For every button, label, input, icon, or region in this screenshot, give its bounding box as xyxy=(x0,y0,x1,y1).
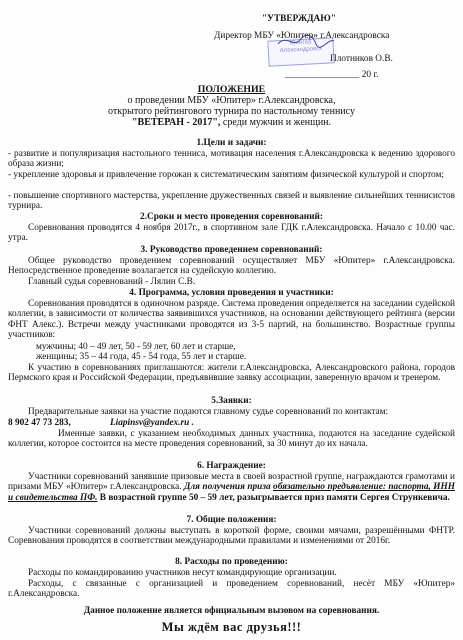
section-5-text: Предварительные заявки на участие подаются главному судье соревнований по контактам: xyxy=(28,407,389,417)
approval-date: ________________ 20 г. xyxy=(285,70,379,80)
section-8-text-2: Расходы, с связанные с организацией и проведением соревнований, несёт МБУ «Юпитер» г.Александровска. xyxy=(8,579,455,600)
official-stamp: Юпитер Александровск xyxy=(267,37,334,66)
section-2-text: Соревнования проводятся 4 ноября 2017г., в спортивном зале ГДК г.Александровска. Начало с 10.00 час. утра. xyxy=(8,223,455,244)
doc-subtitle-2: открытого рейтингового турнира по настольному теннису xyxy=(108,106,355,117)
section-4-participants: К участию в соревнованиях приглашаются: жители г.Александровска, Александровского района, городов Пермского края и Российской Федерации, предъявившие заявку ассоциации, заверенную врачом и тренером. xyxy=(8,363,455,384)
section-3-title: 3. Руководство проведением соревнований: xyxy=(140,245,323,255)
section-6-title: 6. Награждение: xyxy=(197,461,266,471)
approval-signature: Плотников О.В. xyxy=(330,54,393,64)
age-groups-men: мужчины; 40 – 49 лет, 50 - 59 лет, 60 лет и старше, xyxy=(36,342,236,352)
contact-phone: 8 902 47 73 283, xyxy=(8,418,71,428)
section-3-judge: Главный судья соревнований - Лялин С.В. xyxy=(28,277,196,287)
doc-subtitle-3: "ВЕТЕРАН - 2017", среди мужчин и женщин. xyxy=(131,117,332,128)
approval-title: "УТВЕРЖДАЮ" xyxy=(262,14,336,24)
section-8-text-1: Расходы по командированию участников несут командирующие организации. xyxy=(28,568,337,578)
section-8-title: 8. Расходы по проведению: xyxy=(175,557,288,567)
doc-title: ПОЛОЖЕНИЕ xyxy=(197,84,266,95)
signature-scribble xyxy=(276,32,336,50)
doc-subtitle-1: о проведении МБУ «Юпитер» г.Александровска, xyxy=(127,95,336,106)
section-1-goal-2: - укрепление здоровья и привлечение горожан к систематическим занятиям физической культурой и спортом; xyxy=(8,170,444,180)
section-7-text: Участники соревнований должны выступать в короткой форме, своими мячами, разрешёнными ФНТР. Соревнования проводятся в соответствии международными правилами и изменениями от 2016г. xyxy=(8,526,455,547)
section-1-goal-3: - повышение спортивного мастерства, укрепление дружественных связей и выявление сильнейших теннисистов турнира. xyxy=(8,191,455,212)
contact-email[interactable]: Liapinsv@yandex.ru . xyxy=(110,418,194,428)
age-groups-women: женщины; 35 – 44 года, 45 - 54 года, 55 лет и старше. xyxy=(36,352,247,362)
official-call-note: Данное положение является официальным вызовом на соревнования. xyxy=(83,606,380,616)
tournament-name: "ВЕТЕРАН - 2017", xyxy=(131,117,221,128)
section-7-title: 7. Общие положения: xyxy=(186,515,277,525)
approval-director: Директор МБУ «Юпитер» г.Александровска xyxy=(214,31,390,41)
section-3-text: Общее руководство проведением соревнований осуществляет МБУ «Юпитер» г.Александровска. Непосредственное проведение возлагается на судейскую коллегию. xyxy=(8,256,455,277)
section-4-title: 4. Программа, условия проведения и участники: xyxy=(129,288,334,298)
prize-requirement-docs: обязательно предъявление: паспорта, ИНН и свидетельства ПФ. xyxy=(8,482,456,503)
section-1-title: 1.Цели и задачи: xyxy=(196,138,267,148)
section-5-title: 5.Заявки: xyxy=(211,396,252,406)
welcome-slogan: Мы ждём вас друзья!!! xyxy=(161,620,302,634)
section-6-text: Участники соревнований занявшие призовые места в своей возрастной группе, награждаются грамотами и призами МБУ «Юпитер» г.Александровска. Для получения приза обязательно предъявление: паспорта, ИНН и свидетельства ПФ. В возрастной группе 50 – 59 лет, разыгрывается приз памяти Сергея Стрункевича. xyxy=(8,472,456,503)
section-2-title: 2.Сроки и место проведения соревнований: xyxy=(140,212,323,222)
memorial-prize: В возрастной группе 50 – 59 лет, разыгрывается приз памяти Сергея Стрункевича. xyxy=(99,492,450,503)
section-5-details: Именные заявки, с указанием необходимых данных участника, подаются на заседание судейской коллегии, которое состоится на месте проведения соревнований, за 30 минут до их начала. xyxy=(8,429,455,450)
section-4-text: Соревнования проводятся в одиночном разряде. Система проведения определяется на заседании судейской коллегии, в зависимости от количества заявившихся участников, на основании действующего рейтинга (версии ФНТ Алекс.). Встречи между участниками проводятся из 3-5 партий, на большинство. Возрастные группы участников: xyxy=(8,299,455,341)
prize-requirement-label: Для получения приза xyxy=(184,482,271,493)
section-1-goal-1: - развитие и популяризация настольного тенниса, мотивация населения г.Александровска к ведению здорового образа жизни; xyxy=(8,149,455,170)
